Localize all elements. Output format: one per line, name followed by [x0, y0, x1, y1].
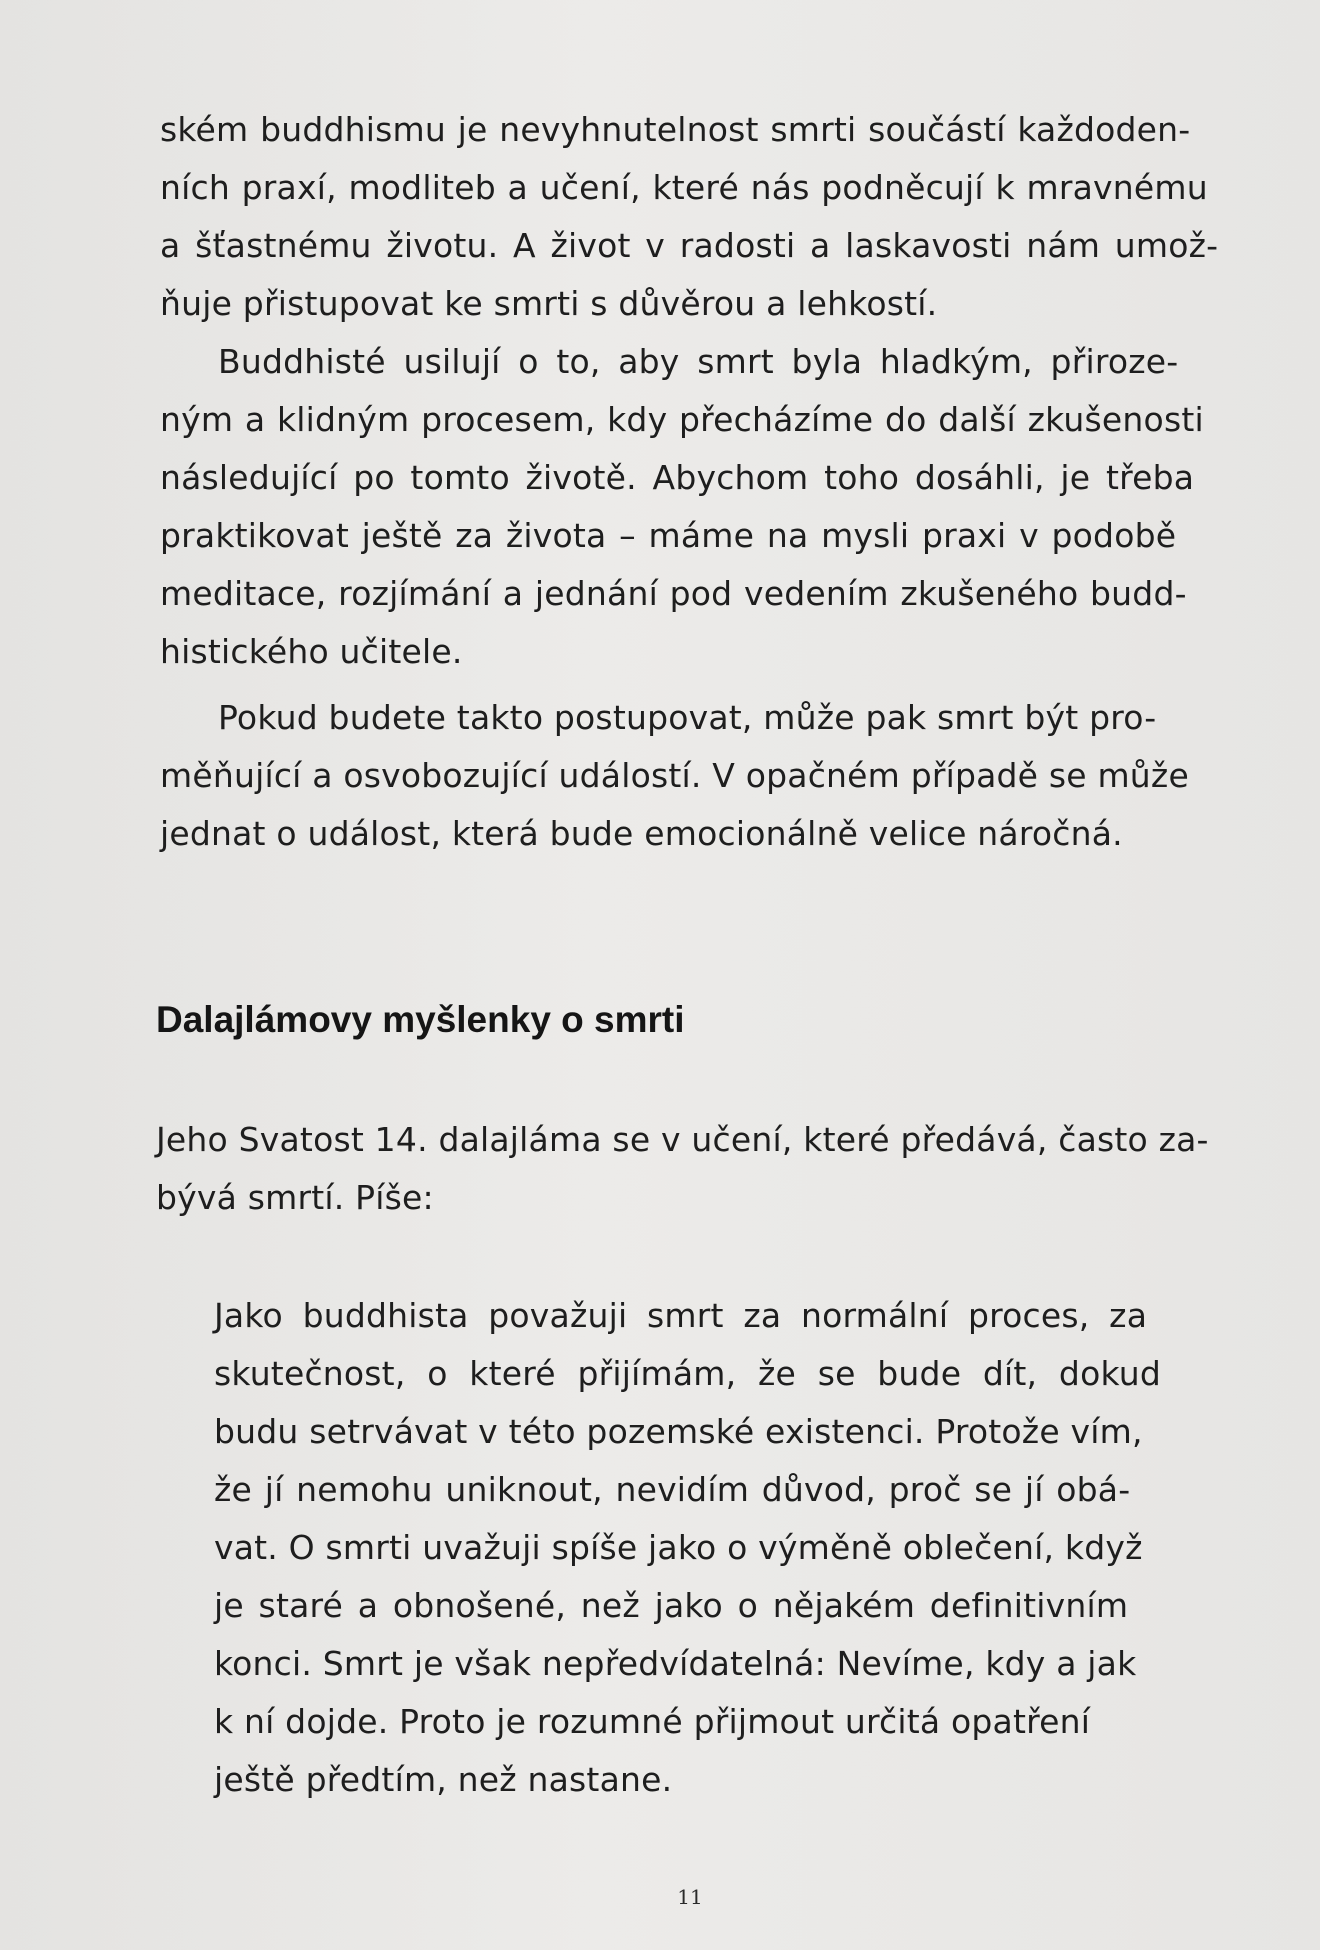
text-line: histického učitele.	[160, 632, 463, 671]
text-line: Buddhisté usilují o to, aby smrt byla hladkým, přiroze-	[218, 342, 1179, 381]
quote-line: ještě předtím, než nastane.	[214, 1760, 673, 1799]
text-line: jednat o událost, která bude emocionálně velice náročná.	[160, 814, 1123, 853]
quote-line: je staré a obnošené, než jako o nějakém definitivním	[214, 1586, 1129, 1625]
text-line: ňuje přistupovat ke smrti s důvěrou a lehkostí.	[160, 284, 938, 323]
quote-line: budu setrvávat v této pozemské existenci. Protože vím,	[214, 1412, 1143, 1451]
text-line: praktikovat ještě za života – máme na mysli praxi v podobě	[160, 516, 1177, 555]
text-line: meditace, rozjímání a jednání pod vedením zkušeného budd-	[160, 574, 1187, 613]
text-line: ným a klidným procesem, kdy přecházíme do další zkušenosti	[160, 400, 1204, 439]
text-line: bývá smrtí. Píše:	[156, 1178, 434, 1217]
text-line: a šťastnému životu. A život v radosti a laskavosti nám umož-	[160, 226, 1219, 265]
quote-line: že jí nemohu uniknout, nevidím důvod, proč se jí obá-	[214, 1470, 1131, 1509]
text-line: měňující a osvobozující událostí. V opačném případě se může	[160, 756, 1189, 795]
page-number: 11	[677, 1885, 703, 1909]
quote-line: konci. Smrt je však nepředvídatelná: Nevíme, kdy a jak	[214, 1644, 1137, 1683]
section-heading: Dalajlámovy myšlenky o smrti	[156, 999, 685, 1040]
quote-line: vat. O smrti uvažuji spíše jako o výměně oblečení, když	[214, 1528, 1143, 1567]
text-line: následující po tomto životě. Abychom toho dosáhli, je třeba	[160, 458, 1195, 497]
text-line: Pokud budete takto postupovat, může pak smrt být pro-	[218, 698, 1157, 737]
text-line: ních praxí, modliteb a učení, které nás podněcují k mravnému	[160, 168, 1208, 207]
text-line: ském buddhismu je nevyhnutelnost smrti součástí každoden-	[160, 110, 1191, 149]
quote-line: Jako buddhista považuji smrt za normální proces, za	[214, 1296, 1148, 1335]
quote-line: k ní dojde. Proto je rozumné přijmout určitá opatření	[214, 1702, 1091, 1741]
quote-line: skutečnost, o které přijímám, že se bude dít, dokud	[214, 1354, 1162, 1393]
text-line: Jeho Svatost 14. dalajláma se v učení, které předává, často za-	[156, 1120, 1209, 1159]
